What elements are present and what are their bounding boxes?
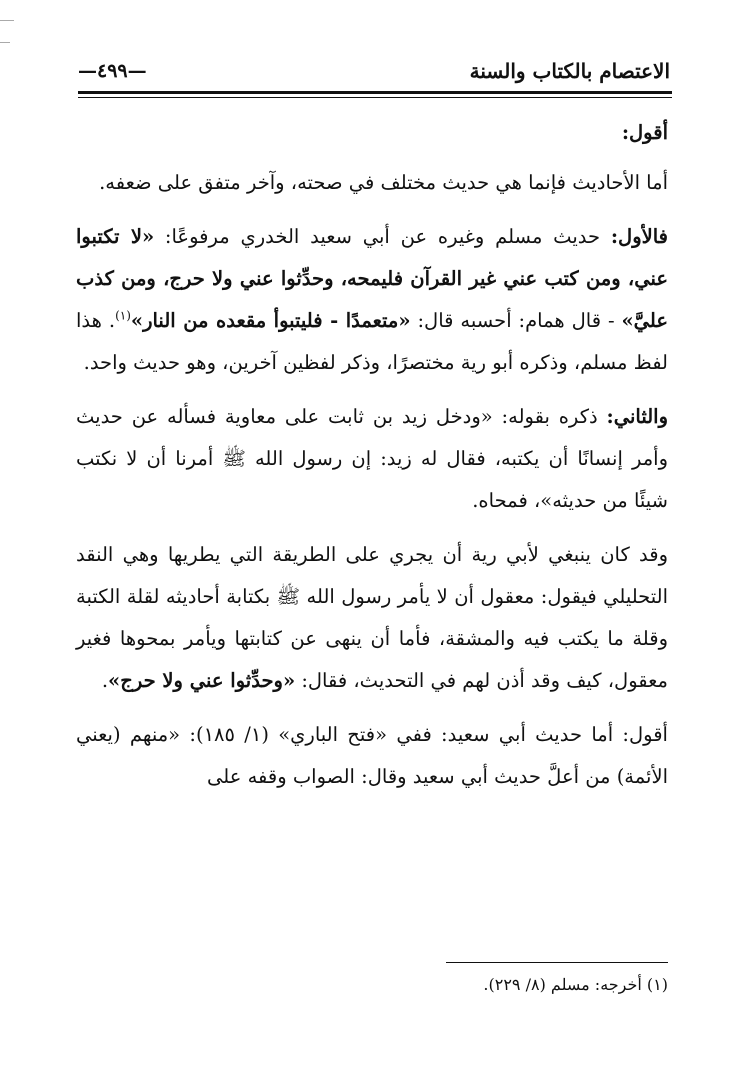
text-run: . هذا لفظ مسلم، وذكره أبو رية مختصرًا، وذكر لفظين آخرين، وهو حديث واحد. — [76, 309, 668, 374]
footnote: (١) أخرجه: مسلم (٨/ ٢٢٩). — [483, 975, 668, 994]
paragraph-lead: والثاني: — [606, 405, 668, 428]
hadith-quote: «متعمدًا - فليتبوأ مقعده من النار» — [130, 309, 411, 332]
page-number: —٤٩٩— — [78, 60, 147, 82]
scan-margin-mark — [0, 20, 14, 21]
paragraph-4 — [76, 534, 668, 702]
page-header — [78, 56, 670, 86]
text-run: - قال همام: أحسبه قال: — [410, 309, 622, 332]
text-run: . — [101, 669, 109, 692]
paragraph-2 — [76, 216, 668, 384]
hadith-quote: «لا تكتبوا عني، ومن كتب عني غير القرآن فليمحه، وحدِّثوا عني ولا حرج، ومن كذب عليَّ» — [76, 225, 668, 332]
section-heading: أقول: — [621, 121, 668, 144]
running-title: الاعتصام بالكتاب والسنة — [469, 59, 670, 83]
paragraph-1: أما الأحاديث فإنما هي حديث مختلف في صحته، وآخر متفق على ضعفه. — [99, 171, 668, 194]
header-rule-thick — [78, 91, 672, 94]
main-text — [76, 112, 668, 810]
paragraph-3 — [76, 396, 668, 522]
text-run: حديث مسلم وغيره عن أبي سعيد الخدري مرفوعًا: — [154, 225, 611, 248]
header-rule-thin — [78, 97, 672, 98]
text-run: ذكره بقوله: «ودخل زيد بن ثابت على معاوية فسأله عن حديث وأمر إنسانًا أن يكتبه، فقال له زيد: إن رسول الله ﷺ أمرنا أن لا نكتب شيئًا من حديثه»، فمحاه. — [76, 405, 668, 512]
paragraph-lead: فالأول: — [610, 225, 668, 248]
hadith-quote: «وحدِّثوا عني ولا حرج» — [108, 669, 296, 692]
scan-margin-mark — [0, 42, 10, 43]
text-run: وقد كان ينبغي لأبي رية أن يجري على الطريقة التي يطريها وهي النقد التحليلي فيقول: معقول أن لا يأمر رسول الله ﷺ بكتابة أحاديثه لقلة الكتبة وقلة ما يكتب فيه والمشقة، فأما أن ينهى عن كتابتها ويأمر بمحوها فغير معقول، كيف وقد أذن لهم في التحديث، فقال: — [76, 543, 668, 692]
footnote-rule — [446, 962, 668, 963]
paragraph-5: أقول: أما حديث أبي سعيد: ففي «فتح الباري» (١/ ١٨٥): «منهم (يعني الأئمة) من أعلَّ حديث أبي سعيد وقال: الصواب وقفه على — [76, 723, 668, 788]
footnote-reference[interactable]: (١) — [115, 308, 131, 323]
